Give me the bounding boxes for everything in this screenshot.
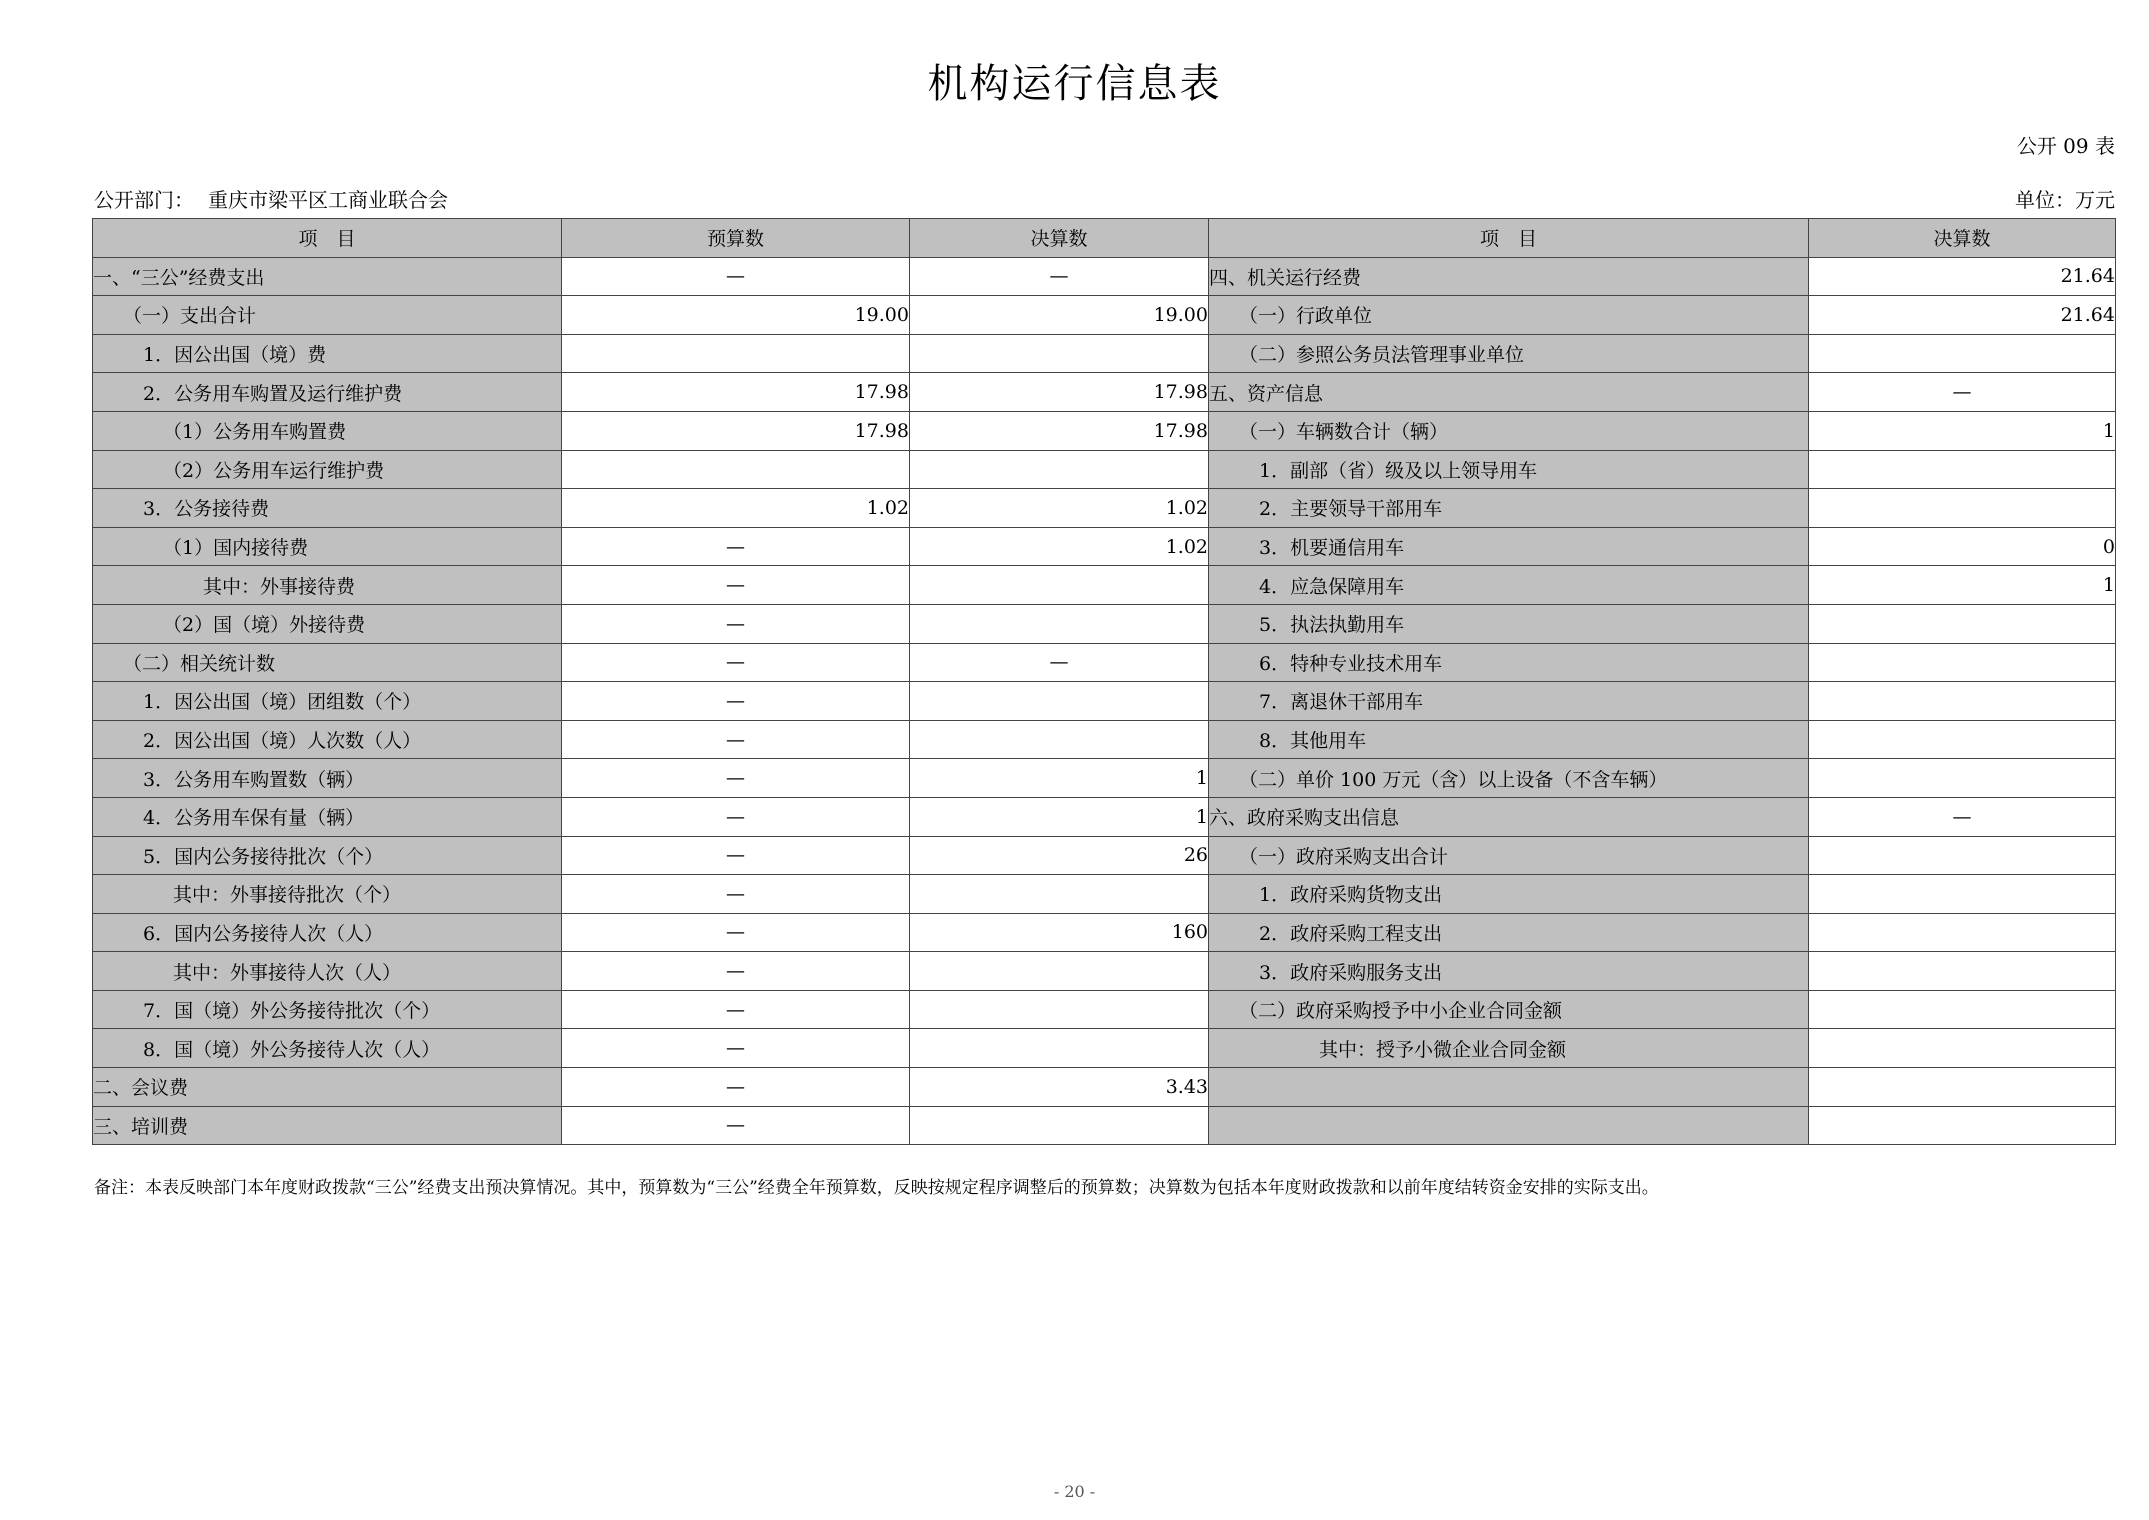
final-cell-right xyxy=(1809,643,2116,682)
final-cell-left: 160 xyxy=(910,913,1209,952)
row-label-left: 3．公务用车购置数（辆） xyxy=(93,759,562,798)
final-cell-right xyxy=(1809,720,2116,759)
final-cell-right xyxy=(1809,759,2116,798)
budget-cell: — xyxy=(562,875,910,914)
final-cell-left xyxy=(910,1029,1209,1068)
row-label-right: （一）政府采购支出合计 xyxy=(1209,836,1809,875)
row-label-left: 一、“三公”经费支出 xyxy=(93,257,562,296)
budget-cell xyxy=(562,334,910,373)
row-label-left: 2．因公出国（境）人次数（人） xyxy=(93,720,562,759)
budget-cell: — xyxy=(562,913,910,952)
final-cell-right xyxy=(1809,1106,2116,1145)
budget-cell: — xyxy=(562,1106,910,1145)
row-label-right: 3．政府采购服务支出 xyxy=(1209,952,1809,991)
final-cell-right xyxy=(1809,990,2116,1029)
final-cell-left xyxy=(910,875,1209,914)
final-cell-left: 3.43 xyxy=(910,1068,1209,1107)
final-cell-right xyxy=(1809,952,2116,991)
table-row xyxy=(93,604,2116,643)
budget-cell: 17.98 xyxy=(562,411,910,450)
header-item-left: 项 目 xyxy=(93,219,562,258)
table-row xyxy=(93,836,2116,875)
row-label-right: 8．其他用车 xyxy=(1209,720,1809,759)
page-number: - 20 - xyxy=(1053,1482,1096,1501)
table-row xyxy=(93,1029,2116,1068)
row-label-left: （二）相关统计数 xyxy=(93,643,562,682)
final-cell-right xyxy=(1809,1029,2116,1068)
budget-cell: 17.98 xyxy=(562,373,910,412)
row-label-right: 4．应急保障用车 xyxy=(1209,566,1809,605)
row-label-right: 六、政府采购支出信息 xyxy=(1209,797,1809,836)
final-cell-left: 1 xyxy=(910,759,1209,798)
table-row xyxy=(93,759,2116,798)
table-row xyxy=(93,566,2116,605)
row-label-right: 其中：授予小微企业合同金额 xyxy=(1209,1029,1809,1068)
final-cell-right xyxy=(1809,450,2116,489)
final-cell-right xyxy=(1809,604,2116,643)
budget-cell: — xyxy=(562,1068,910,1107)
table-row xyxy=(93,643,2116,682)
final-cell-right xyxy=(1809,1068,2116,1107)
budget-cell: 1.02 xyxy=(562,489,910,528)
row-label-left: 7．国（境）外公务接待批次（个） xyxy=(93,990,562,1029)
row-label-right: 6．特种专业技术用车 xyxy=(1209,643,1809,682)
table-row xyxy=(93,990,2116,1029)
form-code: 公开 09 表 xyxy=(2016,134,2115,158)
row-label-right xyxy=(1209,1068,1809,1107)
row-label-left: 2．公务用车购置及运行维护费 xyxy=(93,373,562,412)
final-cell-left: 17.98 xyxy=(910,373,1209,412)
row-label-left: （2）国（境）外接待费 xyxy=(93,604,562,643)
final-cell-left xyxy=(910,566,1209,605)
table-row xyxy=(93,450,2116,489)
row-label-right: 四、机关运行经费 xyxy=(1209,257,1809,296)
row-label-left: 3．公务接待费 xyxy=(93,489,562,528)
row-label-left: （2）公务用车运行维护费 xyxy=(93,450,562,489)
final-cell-left: 19.00 xyxy=(910,296,1209,335)
unit-label: 单位：万元 xyxy=(2015,188,2115,212)
row-label-right: 3．机要通信用车 xyxy=(1209,527,1809,566)
final-cell-left xyxy=(910,720,1209,759)
budget-cell: — xyxy=(562,566,910,605)
row-label-left: 5．国内公务接待批次（个） xyxy=(93,836,562,875)
table-row xyxy=(93,1068,2116,1107)
table-row xyxy=(93,411,2116,450)
final-cell-left: 1.02 xyxy=(910,527,1209,566)
budget-cell: — xyxy=(562,257,910,296)
final-cell-right xyxy=(1809,875,2116,914)
final-cell-left: 17.98 xyxy=(910,411,1209,450)
row-label-right: （二）参照公务员法管理事业单位 xyxy=(1209,334,1809,373)
final-cell-left: 1 xyxy=(910,797,1209,836)
budget-cell: — xyxy=(562,836,910,875)
final-cell-right xyxy=(1809,489,2116,528)
final-cell-right: 21.64 xyxy=(1809,296,2116,335)
budget-cell: — xyxy=(562,720,910,759)
department-line xyxy=(94,184,448,213)
table-row xyxy=(93,489,2116,528)
table-row xyxy=(93,952,2116,991)
final-cell-right: 1 xyxy=(1809,566,2116,605)
budget-cell: — xyxy=(562,797,910,836)
row-label-right: （一）车辆数合计（辆） xyxy=(1209,411,1809,450)
row-label-right: 2．政府采购工程支出 xyxy=(1209,913,1809,952)
final-cell-right: 1 xyxy=(1809,411,2116,450)
row-label-right: 五、资产信息 xyxy=(1209,373,1809,412)
table-row xyxy=(93,913,2116,952)
budget-cell: 19.00 xyxy=(562,296,910,335)
table-row xyxy=(93,682,2116,721)
row-label-right: 5．执法执勤用车 xyxy=(1209,604,1809,643)
table-row xyxy=(93,527,2116,566)
row-label-right: 7．离退休干部用车 xyxy=(1209,682,1809,721)
budget-cell: — xyxy=(562,1029,910,1068)
row-label-left: 二、会议费 xyxy=(93,1068,562,1107)
budget-cell xyxy=(562,450,910,489)
final-cell-right: — xyxy=(1809,797,2116,836)
final-cell-right: 0 xyxy=(1809,527,2116,566)
final-cell-right: — xyxy=(1809,373,2116,412)
row-label-right: （二）政府采购授予中小企业合同金额 xyxy=(1209,990,1809,1029)
row-label-left: 其中：外事接待批次（个） xyxy=(93,875,562,914)
table-row xyxy=(93,875,2116,914)
row-label-left: 8．国（境）外公务接待人次（人） xyxy=(93,1029,562,1068)
header-budget: 预算数 xyxy=(562,219,910,258)
final-cell-left xyxy=(910,682,1209,721)
final-cell-left xyxy=(910,1106,1209,1145)
row-label-left: （一）支出合计 xyxy=(93,296,562,335)
final-cell-left: 1.02 xyxy=(910,489,1209,528)
final-cell-right xyxy=(1809,334,2116,373)
row-label-left: 1．因公出国（境）团组数（个） xyxy=(93,682,562,721)
final-cell-right: 21.64 xyxy=(1809,257,2116,296)
final-cell-right xyxy=(1809,913,2116,952)
final-cell-left xyxy=(910,952,1209,991)
final-cell-left: — xyxy=(910,643,1209,682)
department-label: 公开部门： xyxy=(94,188,194,212)
final-cell-left xyxy=(910,450,1209,489)
table-row xyxy=(93,1106,2116,1145)
budget-cell: — xyxy=(562,604,910,643)
footnote: 备注：本表反映部门本年度财政拨款“三公”经费支出预决算情况。其中，预算数为“三公”经费全年预算数，反映按规定程序调整后的预算数；决算数为包括本年度财政拨款和以前年度结转资金安排的实际支出。 xyxy=(94,1178,1659,1198)
final-cell-left: 26 xyxy=(910,836,1209,875)
row-label-right xyxy=(1209,1106,1809,1145)
row-label-left: 其中：外事接待人次（人） xyxy=(93,952,562,991)
row-label-left: 6．国内公务接待人次（人） xyxy=(93,913,562,952)
row-label-left: 4．公务用车保有量（辆） xyxy=(93,797,562,836)
row-label-right: 2．主要领导干部用车 xyxy=(1209,489,1809,528)
row-label-right: 1．政府采购货物支出 xyxy=(1209,875,1809,914)
table-row xyxy=(93,334,2116,373)
final-cell-left: — xyxy=(910,257,1209,296)
table-row xyxy=(93,296,2116,335)
final-cell-left xyxy=(910,334,1209,373)
row-label-right: 1．副部（省）级及以上领导用车 xyxy=(1209,450,1809,489)
final-cell-right xyxy=(1809,836,2116,875)
department-name: 重庆市梁平区工商业联合会 xyxy=(208,188,448,212)
budget-cell: — xyxy=(562,990,910,1029)
table-row xyxy=(93,720,2116,759)
row-label-right: （二）单价 100 万元（含）以上设备（不含车辆） xyxy=(1209,759,1809,798)
budget-cell: — xyxy=(562,643,910,682)
budget-cell: — xyxy=(562,527,910,566)
final-cell-right xyxy=(1809,682,2116,721)
header-item-right: 项 目 xyxy=(1209,219,1809,258)
table-row xyxy=(93,373,2116,412)
budget-cell: — xyxy=(562,759,910,798)
table-row xyxy=(93,797,2116,836)
row-label-left: （1）国内接待费 xyxy=(93,527,562,566)
info-table xyxy=(92,218,2116,1145)
budget-cell: — xyxy=(562,952,910,991)
row-label-left: （1）公务用车购置费 xyxy=(93,411,562,450)
table-row xyxy=(93,257,2116,296)
final-cell-left xyxy=(910,604,1209,643)
table-header-row xyxy=(93,219,2116,258)
header-final-left: 决算数 xyxy=(910,219,1209,258)
row-label-right: （一）行政单位 xyxy=(1209,296,1809,335)
budget-cell: — xyxy=(562,682,910,721)
row-label-left: 三、培训费 xyxy=(93,1106,562,1145)
page-title: 机构运行信息表 xyxy=(927,61,1222,107)
header-final-right: 决算数 xyxy=(1809,219,2116,258)
row-label-left: 1．因公出国（境）费 xyxy=(93,334,562,373)
row-label-left: 其中：外事接待费 xyxy=(93,566,562,605)
final-cell-left xyxy=(910,990,1209,1029)
